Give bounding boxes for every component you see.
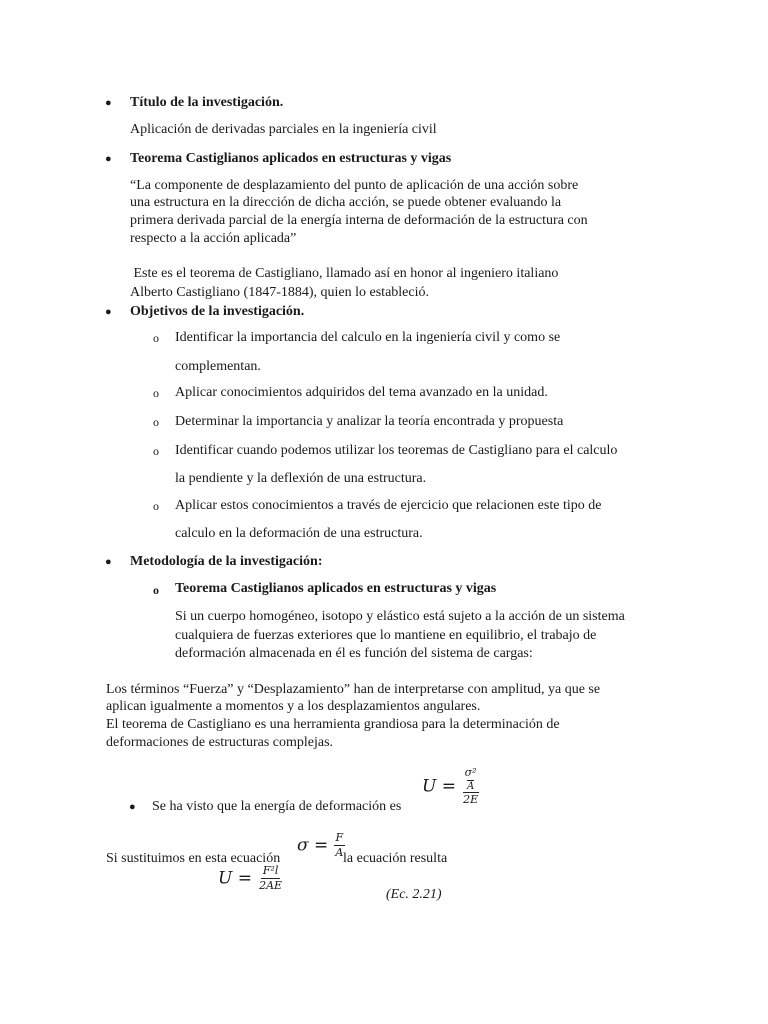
objective-item-cont: la pendiente y la deflexión de una estructura.	[175, 471, 427, 486]
formula-lhs: σ =	[297, 835, 329, 856]
strain-energy-formula	[422, 766, 480, 807]
quote-line: respecto a la acción aplicada”	[130, 231, 297, 246]
body-line: aplican igualmente a momentos y a los desplazamientos angulares.	[106, 699, 481, 714]
section-theorem-heading: Teorema Castiglianos aplicados en estructuras y vigas	[130, 151, 452, 166]
objective-item-cont: calculo en la deformación de una estructura.	[175, 526, 423, 541]
body-line: El teorema de Castigliano es una herramienta grandiosa para la determinación de	[106, 717, 560, 732]
quote-line: “La componente de desplazamiento del punto de aplicación de una acción sobre	[130, 178, 579, 193]
body-line: deformaciones de estructuras complejas.	[106, 735, 334, 750]
quote-line: primera derivada parcial de la energía interna de deformación de la estructura con	[130, 213, 588, 228]
objective-item: Aplicar conocimientos adquiridos del tema avanzado en la unidad.	[175, 385, 548, 400]
objective-item: Determinar la importancia y analizar la teoría encontrada y propuesta	[175, 414, 564, 429]
formula-numerator-sub: A	[466, 781, 475, 792]
methodology-subheading: Teorema Castiglianos aplicados en estructuras y vigas	[175, 581, 497, 596]
final-energy-formula	[218, 864, 284, 893]
formula-numerator: F²l	[262, 864, 279, 877]
sub-bullet-icon: o	[153, 499, 159, 513]
formula-denominator: 2E	[463, 793, 479, 806]
methodology-line: deformación almacenada en él es función del sistema de cargas:	[175, 646, 533, 661]
section-objectives-heading: Objetivos de la investigación.	[130, 304, 305, 319]
substitution-text-end: la ecuación resulta	[343, 851, 448, 866]
section-title-text: Aplicación de derivadas parciales en la ingeniería civil	[130, 122, 437, 137]
bullet-icon: ●	[105, 153, 112, 165]
section-methodology-heading: Metodología de la investigación:	[130, 554, 323, 569]
formula-fraction	[257, 864, 284, 893]
formula-denominator: A	[335, 846, 344, 859]
bullet-icon: ●	[129, 801, 136, 813]
stress-formula	[297, 831, 345, 860]
sub-bullet-icon: o	[153, 331, 159, 345]
section-title-heading: Título de la investigación.	[130, 95, 284, 110]
objective-item-cont: complementan.	[175, 359, 261, 374]
sub-bullet-icon: o	[153, 444, 159, 458]
sub-bullet-icon: o	[153, 386, 159, 400]
theorem-note-line: Este es el teorema de Castigliano, llamado así en honor al ingeniero italiano	[130, 266, 559, 281]
energy-bullet-text: Se ha visto que la energía de deformación es	[152, 799, 402, 814]
formula-fraction	[461, 766, 480, 807]
formula-denominator: 2AE	[259, 879, 283, 892]
formula-numerator: F	[335, 831, 344, 844]
theorem-note-line: Alberto Castigliano (1847-1884), quien lo estableció.	[130, 285, 429, 300]
methodology-line: Si un cuerpo homogéneo, isotopo y elástico está sujeto a la acción de un sistema	[175, 609, 625, 624]
formula-lhs: U =	[422, 776, 456, 797]
objective-item: Identificar cuando podemos utilizar los teoremas de Castigliano para el calculo	[175, 443, 618, 458]
objective-item: Identificar la importancia del calculo en la ingeniería civil y como se	[175, 330, 561, 345]
bullet-icon: ●	[105, 306, 112, 318]
sub-bullet-icon: o	[153, 583, 159, 597]
bullet-icon: ●	[105, 556, 112, 568]
methodology-line: cualquiera de fuerzas exteriores que lo mantiene en equilibrio, el trabajo de	[175, 628, 597, 643]
body-line: Los términos “Fuerza” y “Desplazamiento” han de interpretarse con amplitud, ya que se	[106, 682, 601, 697]
bullet-icon: ●	[105, 97, 112, 109]
objective-item: Aplicar estos conocimientos a través de ejercicio que relacionen este tipo de	[175, 498, 602, 513]
sub-bullet-icon: o	[153, 415, 159, 429]
formula-numerator: σ²	[464, 766, 477, 779]
substitution-text: Si sustituimos en esta ecuación	[106, 851, 281, 866]
quote-line: una estructura en la dirección de dicha acción, se puede obtener evaluando la	[130, 195, 562, 210]
formula-lhs: U =	[218, 868, 252, 889]
equation-label: (Ec. 2.21)	[386, 887, 442, 902]
